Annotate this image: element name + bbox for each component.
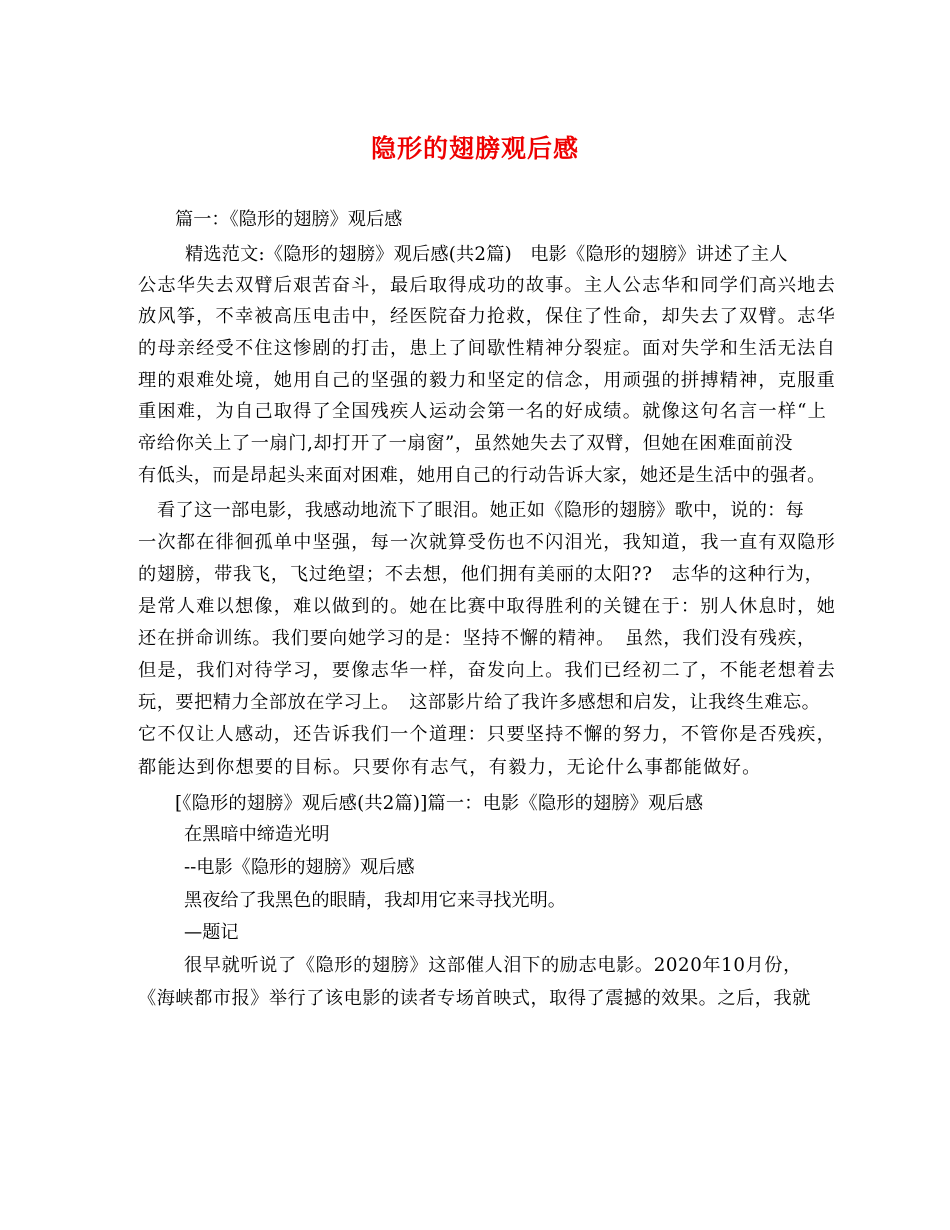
- body-line: 玩，要把精力全部放在学习上。 这部影片给了我许多感想和启发，让我终生难忘。: [138, 692, 821, 713]
- body-line: 都能达到你想要的目标。只要你有志气，有毅力，无论什么事都能做好。: [138, 757, 762, 778]
- document-title: 隐形的翅膀观后感: [370, 134, 579, 163]
- body-line: 《海峡都市报》举行了该电影的读者专场首映式，取得了震撼的效果。之后，我就: [138, 988, 811, 1009]
- body-line: 看了这一部电影，我感动地流下了眼泪。她正如《隐形的翅膀》歌中，说的：每: [157, 500, 805, 521]
- body-line: 它不仅让人感动，还告诉我们一个道理：只要坚持不懈的努力，不管你是否残疾，: [138, 724, 836, 745]
- body-line: 放风筝，不幸被高压电击中，经医院奋力抢救，保住了性命，却失去了双臂。志华: [138, 306, 836, 327]
- body-line: —题记: [184, 922, 239, 943]
- body-line: 的翅膀，带我飞，飞过绝望；不去想，他们拥有美丽的太阳?? 志华的这种行为，: [138, 564, 824, 585]
- body-line: 的母亲经受不住这惨剧的打击，患上了间歇性精神分裂症。面对失学和生活无法自: [138, 338, 836, 359]
- body-line: 还在拼命训练。我们要向她学习的是：坚持不懈的精神。 虽然，我们没有残疾，: [138, 628, 817, 649]
- body-line: 有低头，而是昂起头来面对困难，她用自己的行动告诉大家，她还是生活中的强者。: [138, 465, 826, 486]
- body-line: [《隐形的翅膀》观后感(共2篇)]篇一：电影《隐形的翅膀》观后感: [175, 793, 704, 814]
- body-line: 但是，我们对待学习，要像志华一样，奋发向上。我们已经初二了，不能老想着去: [138, 660, 836, 681]
- body-line: 黑夜给了我黑色的眼睛，我却用它来寻找光明。: [184, 890, 566, 911]
- body-line: 帝给你关上了一扇门,却打开了一扇窗”，虽然她失去了双臂，但她在困难面前没: [138, 433, 794, 454]
- body-line: 一次都在徘徊孤单中坚强，每一次就算受伤也不闪泪光，我知道，我一直有双隐形: [138, 532, 836, 553]
- body-line: --电影《隐形的翅膀》观后感: [184, 857, 415, 878]
- body-line: 理的艰难处境，她用自己的坚强的毅力和坚定的信念，用顽强的拼搏精神，克服重: [138, 370, 836, 391]
- body-line: 很早就听说了《隐形的翅膀》这部催人泪下的励志电影。2020年10月份，: [184, 955, 802, 976]
- section-heading: 篇一：《隐形的翅膀》观后感: [175, 209, 403, 230]
- body-line: 是常人难以想像，难以做到的。她在比赛中取得胜利的关键在于：别人休息时，她: [138, 596, 836, 617]
- body-line: 公志华失去双臂后艰苦奋斗，最后取得成功的故事。主人公志华和同学们高兴地去: [138, 275, 836, 296]
- body-line: 在黑暗中缔造光明: [184, 824, 330, 845]
- body-line: 精选范文:《隐形的翅膀》观后感(共2篇) 电影《隐形的翅膀》讲述了主人: [185, 244, 788, 265]
- body-line: 重困难，为自己取得了全国残疾人运动会第一名的好成绩。就像这句名言一样“上: [138, 401, 828, 422]
